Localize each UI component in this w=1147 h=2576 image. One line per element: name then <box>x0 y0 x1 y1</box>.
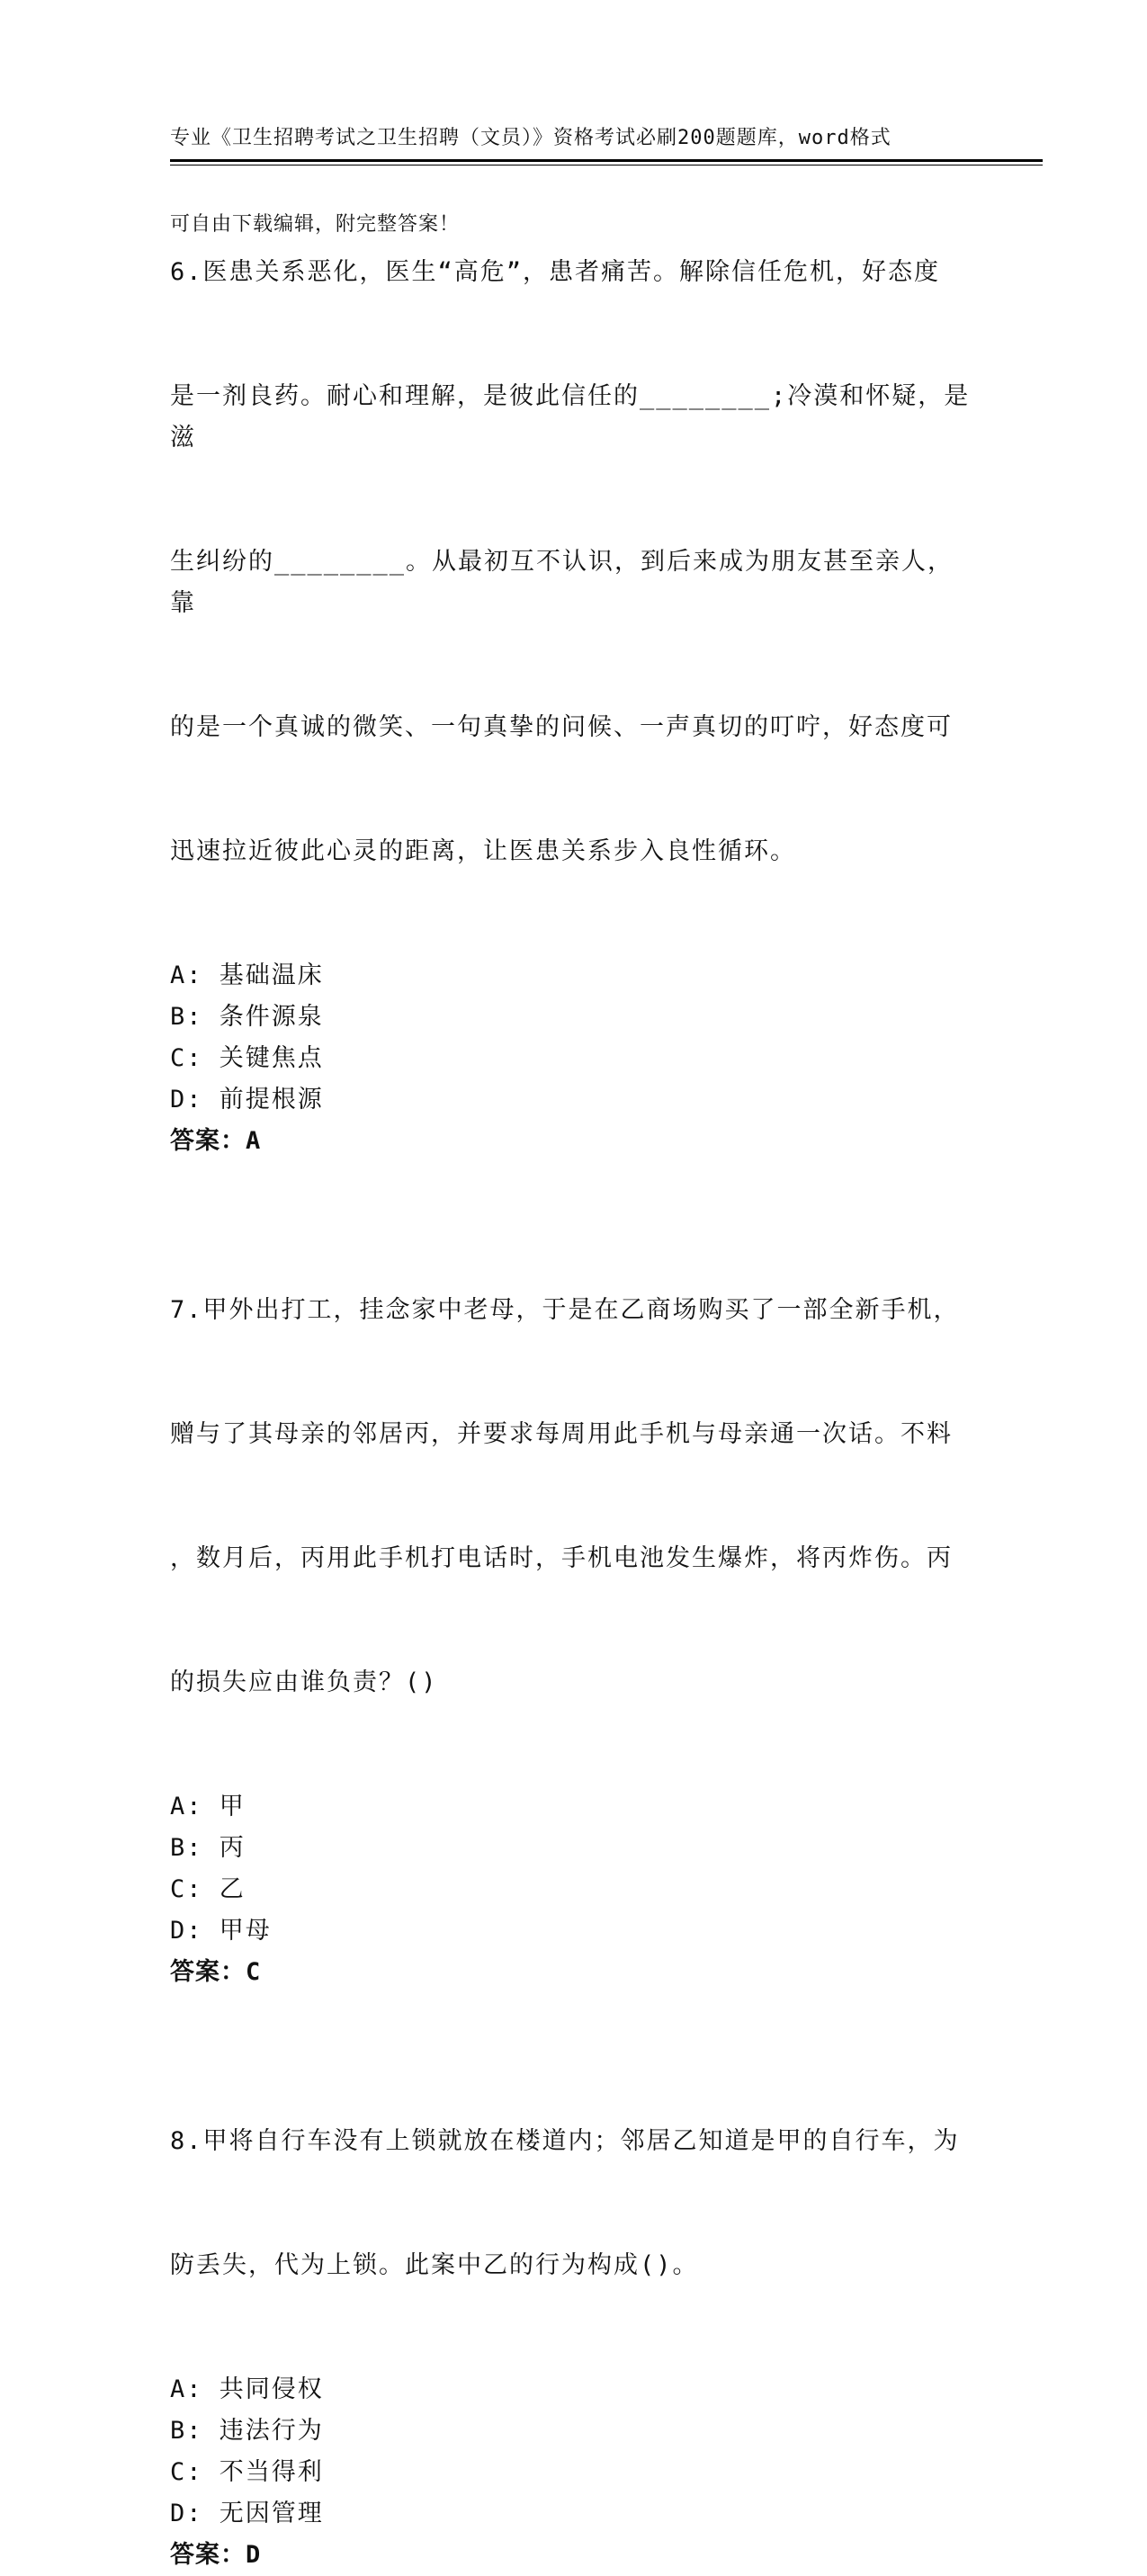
header-divider-thick <box>170 159 1043 162</box>
option-d: D: 甲母 <box>170 1917 272 1945</box>
question-6 <box>170 169 980 1162</box>
stem-line: 是一剂良药。耐心和理解，是彼此信任的________;冷漠和怀疑，是滋 <box>170 382 971 452</box>
stem-line: 生纠纷的________。从最初互不认识，到后来成为朋友甚至亲人，靠 <box>170 548 954 617</box>
option-c: C: 关键焦点 <box>170 1044 324 1072</box>
option-b: B: 条件源泉 <box>170 1003 324 1031</box>
stem-line: 的是一个真诚的微笑、一句真挚的问候、一声真切的叮咛，好态度可 <box>170 713 953 741</box>
question-stem <box>170 2038 980 2369</box>
answer-line: 答案：A <box>170 1127 262 1155</box>
option-d: D: 前提根源 <box>170 1086 324 1114</box>
stem-line: 赠与了其母亲的邻居丙，并要求每周用此手机与母亲通一次话。不料 <box>170 1420 953 1448</box>
stem-line: 的损失应由谁负责？() <box>170 1668 438 1696</box>
option-c: C: 不当得利 <box>170 2458 324 2486</box>
answer-line: 答案：D <box>170 2541 262 2569</box>
question-8 <box>170 2038 980 2576</box>
stem-line: 6.医患关系恶化，医生“高危”，患者痛苦。解除信任危机，好态度 <box>170 258 941 286</box>
question-stem <box>170 169 980 955</box>
stem-line: 7.甲外出打工，挂念家中老母，于是在乙商场购买了一部全新手机， <box>170 1296 960 1324</box>
option-d: D: 无因管理 <box>170 2500 324 2527</box>
stem-line: ，数月后，丙用此手机打电话时，手机电池发生爆炸，将丙炸伤。丙 <box>170 1544 953 1572</box>
question-list <box>170 169 980 2576</box>
stem-line: 8.甲将自行车没有上锁就放在楼道内；邻居乙知道是甲的自行车，为 <box>170 2127 960 2155</box>
option-a: A: 甲 <box>170 1793 246 1820</box>
stem-line: 迅速拉近彼此心灵的距离，让医患关系步入良性循环。 <box>170 837 796 865</box>
stem-line: 防丢失，代为上锁。此案中乙的行为构成()。 <box>170 2251 699 2279</box>
question-7 <box>170 1207 980 1993</box>
option-b: B: 违法行为 <box>170 2417 324 2445</box>
header-line-2: 可自由下载编辑，附完整答案！ <box>170 213 461 236</box>
header-line-1: 专业《卫生招聘考试之卫生招聘（文员）》资格考试必刷200题题库，word格式 <box>170 127 892 149</box>
option-a: A: 基础温床 <box>170 962 324 989</box>
answer-line: 答案：C <box>170 1958 262 1986</box>
option-b: B: 丙 <box>170 1834 246 1862</box>
option-a: A: 共同侵权 <box>170 2375 324 2403</box>
option-c: C: 乙 <box>170 1875 246 1903</box>
question-stem <box>170 1207 980 1786</box>
